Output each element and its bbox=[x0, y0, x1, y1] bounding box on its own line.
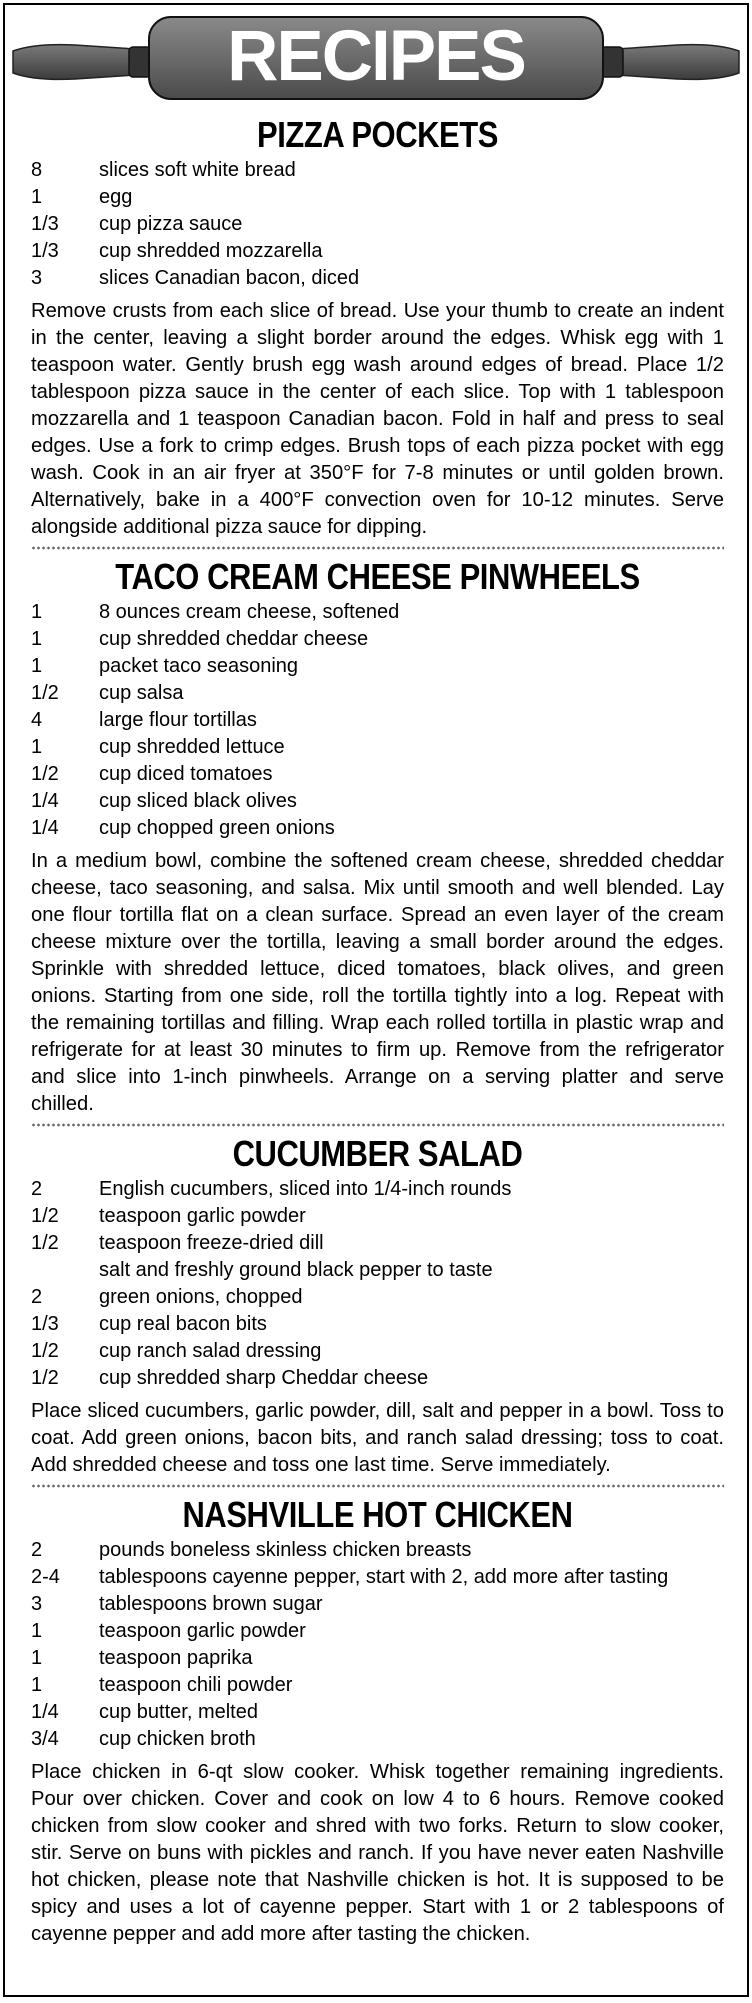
ingredient-row bbox=[31, 1564, 724, 1591]
recipe-title: NASHVILLE HOT CHICKEN bbox=[182, 1494, 573, 1535]
ingredient-row bbox=[31, 1203, 724, 1230]
ingredient-item: tablespoons cayenne pepper, start with 2, add more after tasting bbox=[99, 1566, 669, 1588]
ingredient-row bbox=[31, 1176, 724, 1203]
ingredient-qty: 1 bbox=[31, 186, 43, 208]
ingredient-qty: 1/4 bbox=[31, 790, 59, 812]
ingredient-row bbox=[31, 707, 724, 734]
ingredient-item: teaspoon garlic powder bbox=[99, 1205, 306, 1227]
ingredient-item: teaspoon freeze-dried dill bbox=[99, 1232, 324, 1254]
ingredient-item: cup shredded sharp Cheddar cheese bbox=[99, 1367, 429, 1389]
ingredient-qty: 1/2 bbox=[31, 682, 59, 704]
recipe-title: TACO CREAM CHEESE PINWHEELS bbox=[115, 556, 640, 597]
ingredient-row bbox=[31, 1726, 724, 1753]
ingredient-row bbox=[31, 1618, 724, 1645]
ingredient-item: cup real bacon bits bbox=[99, 1313, 267, 1335]
ingredient-row bbox=[31, 211, 724, 238]
ingredient-qty: 1/2 bbox=[31, 763, 59, 785]
ingredient-qty: 1 bbox=[31, 1620, 43, 1642]
ingredient-qty: 3 bbox=[31, 1593, 43, 1615]
ingredient-qty: 1 bbox=[31, 1674, 43, 1696]
ingredient-row bbox=[31, 1230, 724, 1257]
ingredient-row bbox=[31, 1257, 724, 1284]
ingredient-qty: 4 bbox=[31, 709, 43, 731]
ingredient-row bbox=[31, 1365, 724, 1392]
ingredient-list bbox=[31, 599, 724, 842]
ingredient-list bbox=[31, 157, 724, 292]
recipe-cucumber-salad bbox=[31, 1132, 724, 1479]
recipe-directions: In a medium bowl, combine the softened cream cheese, shredded cheddar cheese, taco seasoning, and salsa. Mix until smooth and well blended. Lay one flour tortilla flat on a clean surface. Spread an even layer of the cream cheese mixture over the tortilla, leaving a small border around the edges. Sprinkle with shredded lettuce, diced tomatoes, black olives, and green onions. Starting from one side, roll the tortilla tightly into a log. Repeat with the remaining tortillas and filling. Wrap each rolled tortilla in plastic wrap and refrigerate for at least 30 minutes to firm up. Remove from the refrigerator and slice into 1-inch pinwheels. Arrange on a serving platter and serve chilled. bbox=[31, 850, 724, 1115]
ingredient-item: pounds boneless skinless chicken breasts bbox=[99, 1539, 472, 1561]
ingredient-qty: 3 bbox=[31, 267, 43, 289]
ingredient-qty: 1/3 bbox=[31, 213, 59, 235]
ingredient-row bbox=[31, 599, 724, 626]
ingredient-row bbox=[31, 238, 724, 265]
ingredient-item: cup diced tomatoes bbox=[99, 763, 273, 785]
ingredient-qty: 1/4 bbox=[31, 817, 59, 839]
ingredient-item: slices Canadian bacon, diced bbox=[99, 267, 360, 289]
ingredient-row bbox=[31, 626, 724, 653]
ingredient-item: salt and freshly ground black pepper to taste bbox=[99, 1259, 493, 1281]
ingredient-row bbox=[31, 788, 724, 815]
ingredient-qty: 1/2 bbox=[31, 1340, 59, 1362]
ingredient-qty: 1/2 bbox=[31, 1232, 59, 1254]
ingredient-item: packet taco seasoning bbox=[99, 655, 299, 677]
banner-title: RECIPES bbox=[227, 17, 525, 96]
ingredient-row bbox=[31, 1699, 724, 1726]
ingredient-row bbox=[31, 815, 724, 842]
recipe-pizza-pockets bbox=[31, 113, 724, 541]
ingredient-qty: 1/2 bbox=[31, 1367, 59, 1389]
recipes-content bbox=[5, 113, 747, 1948]
ingredient-row bbox=[31, 157, 724, 184]
ingredient-qty: 2 bbox=[31, 1178, 43, 1200]
recipe-page bbox=[3, 3, 749, 1997]
ingredient-qty: 1/4 bbox=[31, 1701, 59, 1723]
ingredient-row bbox=[31, 1591, 724, 1618]
ingredient-item: cup sliced black olives bbox=[99, 790, 297, 812]
ingredient-item: tablespoons brown sugar bbox=[99, 1593, 323, 1615]
ingredient-item: teaspoon garlic powder bbox=[99, 1620, 306, 1642]
ingredient-qty: 1/2 bbox=[31, 1205, 59, 1227]
ingredient-list bbox=[31, 1537, 724, 1753]
ingredient-qty: 1 bbox=[31, 628, 43, 650]
ingredient-row bbox=[31, 1645, 724, 1672]
ingredient-qty: 1 bbox=[31, 655, 43, 677]
ingredient-row bbox=[31, 184, 724, 211]
ingredient-item: English cucumbers, sliced into 1/4-inch rounds bbox=[99, 1178, 512, 1200]
ingredient-item: cup ranch salad dressing bbox=[99, 1340, 322, 1362]
ingredient-item: cup chicken broth bbox=[99, 1728, 256, 1750]
ingredient-row bbox=[31, 1537, 724, 1564]
ingredient-qty: 8 bbox=[31, 159, 43, 181]
ingredient-row bbox=[31, 1338, 724, 1365]
ingredient-list bbox=[31, 1176, 724, 1392]
ingredient-row bbox=[31, 1311, 724, 1338]
ingredient-item: cup shredded mozzarella bbox=[99, 240, 323, 262]
ingredient-item: cup salsa bbox=[99, 682, 184, 704]
ingredient-qty: 1 bbox=[31, 736, 43, 758]
ingredient-row bbox=[31, 761, 724, 788]
ingredient-item: 8 ounces cream cheese, softened bbox=[99, 601, 400, 623]
recipe-title: PIZZA POCKETS bbox=[257, 114, 498, 155]
ingredient-item: cup shredded cheddar cheese bbox=[99, 628, 369, 650]
ingredient-qty: 1 bbox=[31, 601, 43, 623]
ingredient-qty bbox=[31, 1257, 99, 1284]
ingredient-qty: 3/4 bbox=[31, 1728, 59, 1750]
ingredient-row bbox=[31, 1672, 724, 1699]
ingredient-item: green onions, chopped bbox=[99, 1286, 303, 1308]
ingredient-row bbox=[31, 265, 724, 292]
ingredient-item: egg bbox=[99, 186, 133, 208]
recipe-directions: Remove crusts from each slice of bread. Use your thumb to create an indent in the center, leaving a slight border around the edges. Whisk egg with 1 teaspoon water. Gently brush egg wash around edges of bread. Place 1/2 tablespoon pizza sauce in the center of each slice. Top with 1 tablespoon mozzarella and 1 teaspoon Canadian bacon. Fold in half and press to seal edges. Use a fork to crimp edges. Brush tops of each pizza pocket with egg wash. Cook in an air fryer at 350°F for 7-8 minutes or until golden brown. Alternatively, bake in a 400°F convection oven for 10-12 minutes. Serve alongside additional pizza sauce for dipping. bbox=[31, 300, 724, 538]
ingredient-item: cup pizza sauce bbox=[99, 213, 243, 235]
ingredient-row bbox=[31, 653, 724, 680]
recipe-directions: Place sliced cucumbers, garlic powder, dill, salt and pepper in a bowl. Toss to coat. Add green onions, bacon bits, and ranch salad dressing; toss to coat. Add shredded cheese and toss one last time. Serve immediately. bbox=[31, 1400, 724, 1476]
divider bbox=[31, 1483, 724, 1489]
ingredient-qty: 2 bbox=[31, 1286, 43, 1308]
ingredient-row bbox=[31, 734, 724, 761]
divider bbox=[31, 545, 724, 551]
ingredient-qty: 2 bbox=[31, 1539, 43, 1561]
ingredient-qty: 2-4 bbox=[31, 1566, 60, 1588]
ingredient-row bbox=[31, 1284, 724, 1311]
recipes-banner bbox=[5, 5, 747, 113]
recipe-nashville-hot-chicken bbox=[31, 1493, 724, 1948]
ingredient-item: teaspoon chili powder bbox=[99, 1674, 293, 1696]
ingredient-qty: 1 bbox=[31, 1647, 43, 1669]
ingredient-item: teaspoon paprika bbox=[99, 1647, 253, 1669]
ingredient-item: large flour tortillas bbox=[99, 709, 257, 731]
ingredient-row bbox=[31, 680, 724, 707]
ingredient-qty: 1/3 bbox=[31, 240, 59, 262]
ingredient-item: cup butter, melted bbox=[99, 1701, 258, 1723]
divider bbox=[31, 1122, 724, 1128]
ingredient-item: slices soft white bread bbox=[99, 159, 296, 181]
ingredient-item: cup shredded lettuce bbox=[99, 736, 285, 758]
ingredient-qty: 1/3 bbox=[31, 1313, 59, 1335]
recipe-directions: Place chicken in 6-qt slow cooker. Whisk together remaining ingredients. Pour over chicken. Cover and cook on low 4 to 6 hours. Remove cooked chicken from slow cooker and shred with two forks. Return to slow cooker, stir. Serve on buns with pickles and ranch. If you have never eaten Nashville hot chicken, please note that Nashville chicken is hot. It is supposed to be spicy and uses a lot of cayenne pepper. Start with 1 or 2 tablespoons of cayenne pepper and add more after tasting the chicken. bbox=[31, 1761, 724, 1945]
ingredient-item: cup chopped green onions bbox=[99, 817, 335, 839]
recipe-taco-pinwheels bbox=[31, 555, 724, 1118]
recipe-title: CUCUMBER SALAD bbox=[232, 1133, 523, 1174]
